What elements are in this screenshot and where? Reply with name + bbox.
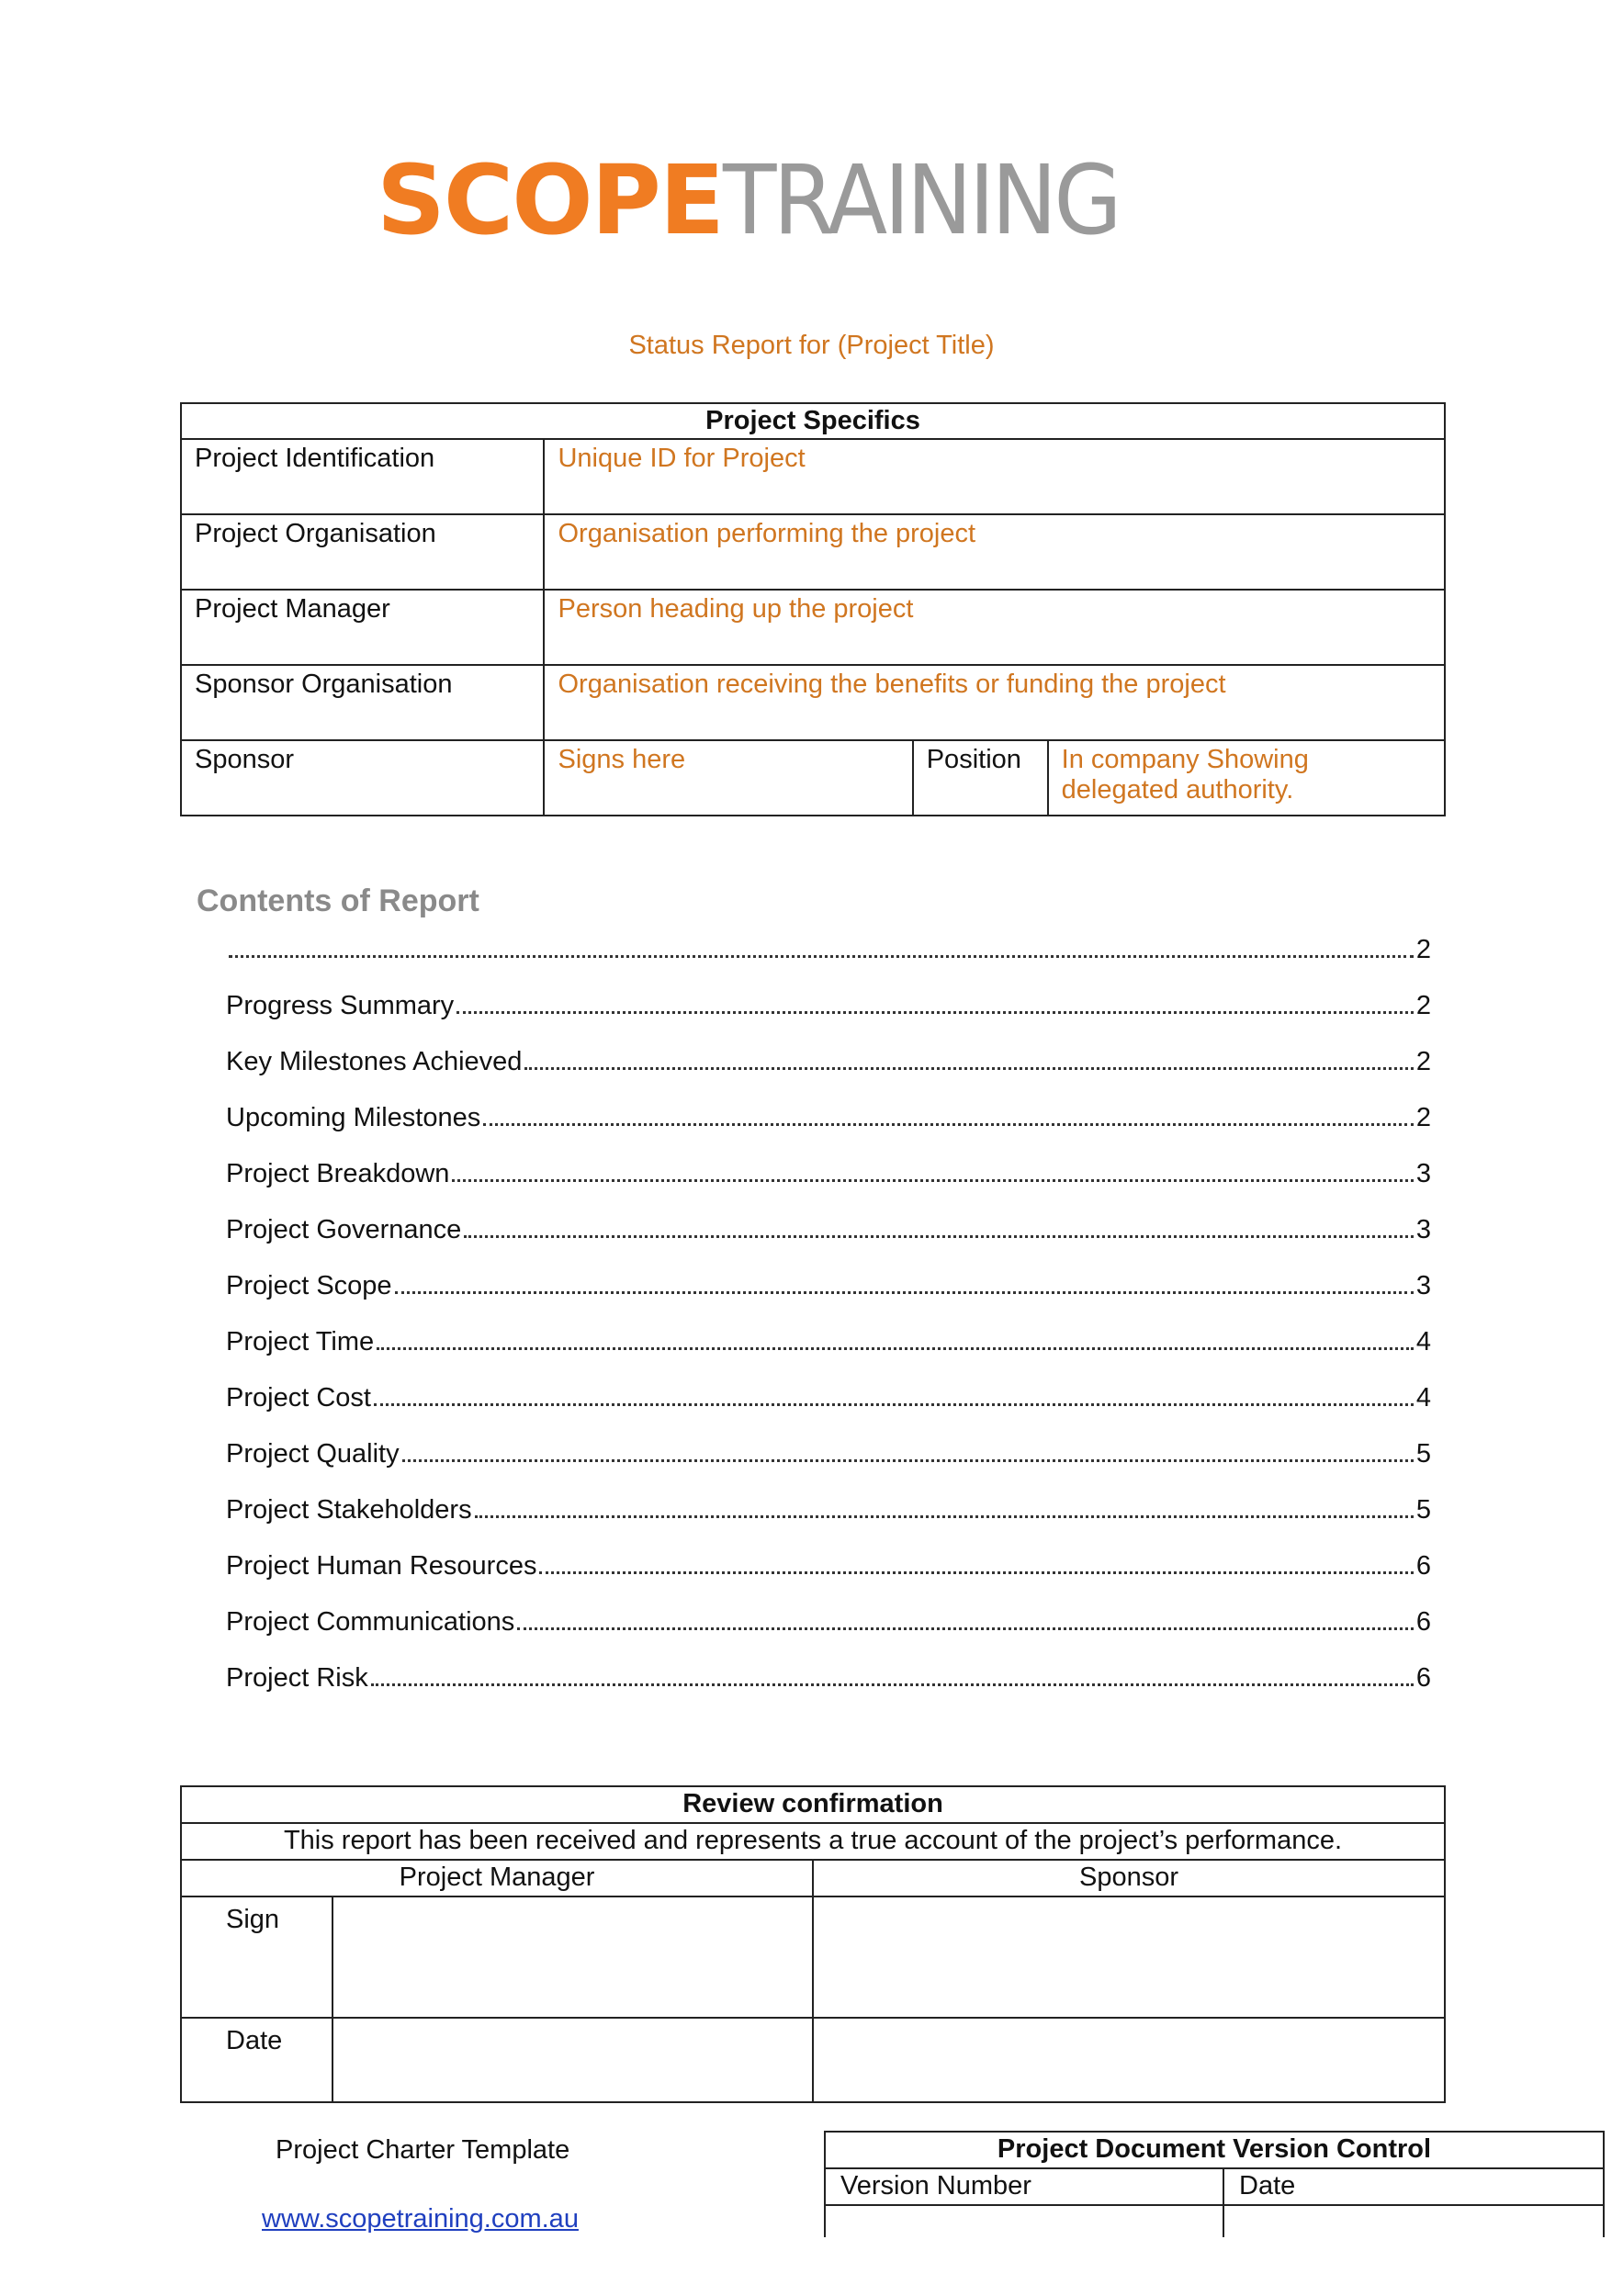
toc-entry-page: 6 bbox=[1415, 1551, 1431, 1581]
toc-entry-label: Project Quality bbox=[226, 1439, 400, 1469]
sponsor-date-cell[interactable] bbox=[813, 2018, 1445, 2102]
toc-entry-page: 2 bbox=[1415, 991, 1431, 1020]
toc-entry-page: 3 bbox=[1415, 1159, 1431, 1188]
review-header: Review confirmation bbox=[181, 1786, 1445, 1823]
toc-entry[interactable] bbox=[226, 1047, 1431, 1103]
toc-entry-page: 6 bbox=[1415, 1663, 1431, 1693]
position-value: In company Showing delegated authority. bbox=[1048, 740, 1445, 816]
sponsor-sign-cell[interactable] bbox=[813, 1896, 1445, 2018]
date-header: Date bbox=[1223, 2168, 1604, 2205]
toc-leader-dots bbox=[371, 1683, 1414, 1686]
table-row bbox=[181, 514, 1445, 590]
review-confirmation-table bbox=[180, 1785, 1446, 2103]
toc-entry[interactable] bbox=[226, 1495, 1431, 1551]
toc-leader-dots bbox=[374, 1403, 1414, 1406]
table-row bbox=[181, 590, 1445, 665]
toc-entry-page: 5 bbox=[1415, 1439, 1431, 1469]
row-label: Sponsor Organisation bbox=[181, 665, 544, 740]
row-value: Organisation performing the project bbox=[544, 514, 1445, 590]
toc-entry[interactable] bbox=[226, 991, 1431, 1047]
sponsor-label: Sponsor bbox=[181, 740, 544, 816]
project-specifics-table bbox=[180, 402, 1446, 816]
toc-leader-dots bbox=[464, 1235, 1414, 1238]
toc-entry[interactable] bbox=[226, 1271, 1431, 1327]
toc-entry-label: Project Scope bbox=[226, 1271, 392, 1300]
toc-entry-page: 4 bbox=[1415, 1383, 1431, 1412]
toc-entry-label: Key Milestones Achieved bbox=[226, 1047, 523, 1076]
toc-entry-label: Project Human Resources bbox=[226, 1551, 537, 1581]
toc-entry[interactable] bbox=[226, 1215, 1431, 1271]
toc-leader-dots bbox=[475, 1515, 1414, 1518]
toc-leader-dots bbox=[456, 1011, 1414, 1014]
toc-entry-label: Project Cost bbox=[226, 1383, 371, 1412]
review-statement: This report has been received and represents a true account of the project’s performance. bbox=[181, 1823, 1445, 1860]
sponsor-row bbox=[181, 740, 1445, 816]
project-manager-column-header: Project Manager bbox=[181, 1860, 813, 1896]
toc-entry-page: 4 bbox=[1415, 1327, 1431, 1356]
toc-entry[interactable] bbox=[226, 1663, 1431, 1719]
toc-entry-page: 2 bbox=[1415, 1103, 1431, 1132]
row-label: Project Manager bbox=[181, 590, 544, 665]
toc-leader-dots bbox=[395, 1291, 1414, 1294]
logo-scope-text: SCOPE bbox=[377, 144, 723, 256]
version-date-cell[interactable] bbox=[1223, 2205, 1604, 2237]
toc-entry-label: Project Time bbox=[226, 1327, 375, 1356]
project-specifics-header: Project Specifics bbox=[181, 403, 1445, 439]
toc-entry-label: Upcoming Milestones bbox=[226, 1103, 481, 1132]
toc-leader-dots bbox=[229, 955, 1414, 958]
row-label: Project Organisation bbox=[181, 514, 544, 590]
toc-entry-page: 2 bbox=[1415, 1047, 1431, 1076]
row-label: Project Identification bbox=[181, 439, 544, 514]
toc-entry[interactable] bbox=[226, 1551, 1431, 1607]
position-label: Position bbox=[913, 740, 1048, 816]
version-number-header: Version Number bbox=[825, 2168, 1223, 2205]
table-of-contents bbox=[226, 935, 1431, 1719]
toc-leader-dots bbox=[524, 1067, 1413, 1070]
sign-label: Sign bbox=[181, 1896, 332, 2018]
template-name: Project Charter Template bbox=[276, 2135, 570, 2165]
version-control-table bbox=[824, 2131, 1605, 2237]
toc-entry-label: Project Risk bbox=[226, 1663, 368, 1693]
toc-leader-dots bbox=[483, 1123, 1414, 1126]
row-value: Unique ID for Project bbox=[544, 439, 1445, 514]
row-value: Person heading up the project bbox=[544, 590, 1445, 665]
toc-entry[interactable] bbox=[226, 1327, 1431, 1383]
toc-entry-page: 3 bbox=[1415, 1271, 1431, 1300]
toc-leader-dots bbox=[517, 1627, 1414, 1630]
toc-entry-label: Project Communications bbox=[226, 1607, 515, 1637]
toc-entry-page: 6 bbox=[1415, 1607, 1431, 1637]
version-number-cell[interactable] bbox=[825, 2205, 1223, 2237]
toc-entry[interactable] bbox=[226, 1607, 1431, 1663]
website-link[interactable]: www.scopetraining.com.au bbox=[262, 2204, 579, 2234]
sponsor-column-header: Sponsor bbox=[813, 1860, 1445, 1896]
toc-leader-dots bbox=[539, 1571, 1413, 1574]
toc-entry[interactable] bbox=[226, 1103, 1431, 1159]
toc-entry-label: Progress Summary bbox=[226, 991, 455, 1020]
toc-entry-label: Project Breakdown bbox=[226, 1159, 450, 1188]
contents-title: Contents of Report bbox=[197, 884, 479, 918]
sponsor-value: Signs here bbox=[544, 740, 912, 816]
table-row bbox=[181, 665, 1445, 740]
toc-entry[interactable] bbox=[226, 1159, 1431, 1215]
toc-leader-dots bbox=[377, 1347, 1414, 1350]
date-label: Date bbox=[181, 2018, 332, 2102]
manager-date-cell[interactable] bbox=[332, 2018, 813, 2102]
manager-sign-cell[interactable] bbox=[332, 1896, 813, 2018]
toc-entry-label: Project Governance bbox=[226, 1215, 462, 1244]
scope-training-logo bbox=[377, 144, 1153, 256]
toc-entry-page: 3 bbox=[1415, 1215, 1431, 1244]
toc-entry[interactable] bbox=[226, 935, 1431, 991]
table-row bbox=[181, 439, 1445, 514]
report-title: Status Report for (Project Title) bbox=[628, 331, 995, 360]
version-control-header: Project Document Version Control bbox=[825, 2132, 1604, 2168]
toc-entry[interactable] bbox=[226, 1439, 1431, 1495]
logo-training-text: TRAINING bbox=[722, 144, 1119, 256]
toc-leader-dots bbox=[402, 1459, 1414, 1462]
toc-entry-label: Project Stakeholders bbox=[226, 1495, 472, 1525]
toc-leader-dots bbox=[452, 1179, 1413, 1182]
toc-entry[interactable] bbox=[226, 1383, 1431, 1439]
toc-entry-page: 5 bbox=[1415, 1495, 1431, 1525]
row-value: Organisation receiving the benefits or funding the project bbox=[544, 665, 1445, 740]
toc-entry-page: 2 bbox=[1415, 935, 1431, 964]
